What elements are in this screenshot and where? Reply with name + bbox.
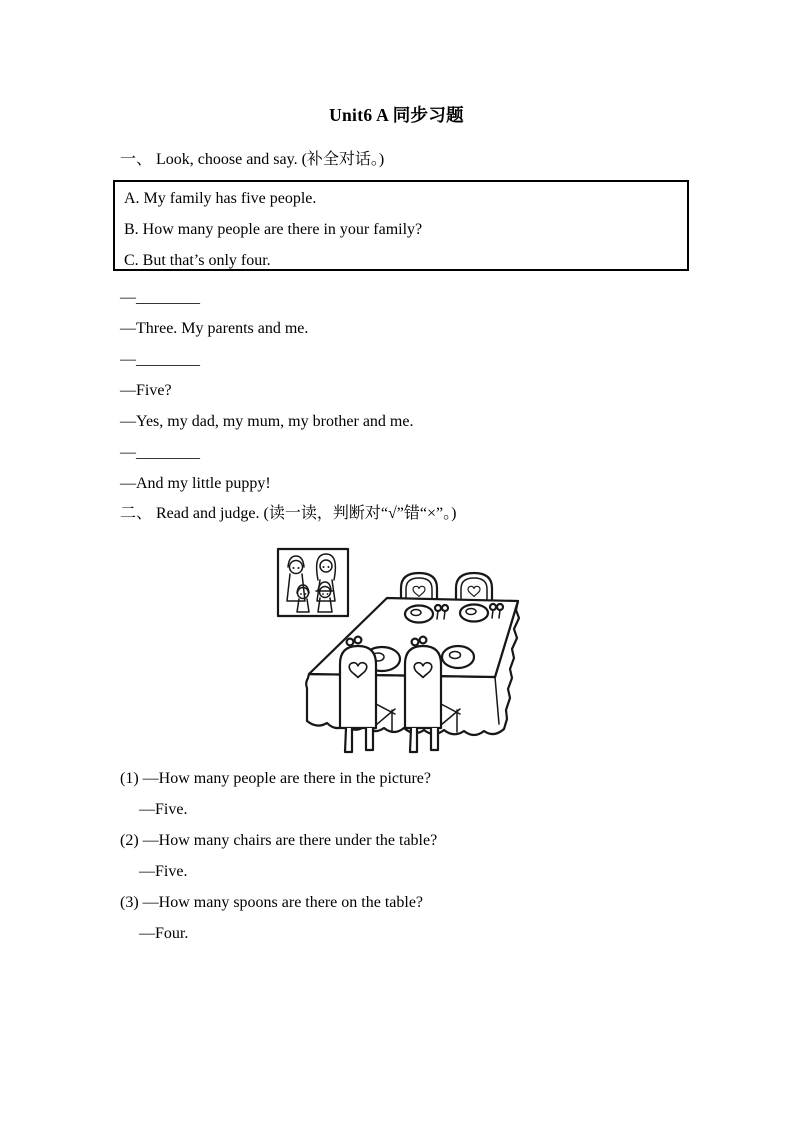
answer-3: —Four.	[139, 925, 189, 942]
dialogue-line-5: —Yes, my dad, my mum, my brother and me.	[120, 413, 414, 430]
options-box	[113, 180, 689, 271]
page-title: Unit6 A 同步习题	[329, 105, 464, 125]
section2-heading: 二、 Read and judge. (读一读，判断对“√”错“×”。)	[120, 505, 457, 522]
questions-block	[120, 763, 437, 949]
option-c: C. But that’s only four.	[124, 252, 271, 269]
dialogue-line-2: —Three. My parents and me.	[120, 320, 309, 337]
answer-1: —Five.	[139, 801, 188, 818]
family-photo-frame	[278, 549, 348, 616]
question-2: (2) —How many chairs are there under the table?	[120, 832, 438, 849]
dialogue-blank-6: —________	[120, 444, 200, 461]
option-b: B. How many people are there in your family?	[124, 221, 423, 238]
answer-2: —Five.	[139, 863, 188, 880]
family-dinner-illustration	[262, 538, 542, 758]
dialogue-blank-1: —________	[120, 289, 200, 306]
dialogue-block	[120, 282, 413, 499]
dialogue-line-4: —Five?	[120, 382, 172, 399]
option-a: A. My family has five people.	[124, 190, 317, 207]
dialogue-blank-3: —________	[120, 351, 200, 368]
dialogue-line-7: —And my little puppy!	[120, 475, 271, 492]
question-3: (3) —How many spoons are there on the table?	[120, 894, 424, 911]
section1-heading: 一、 Look, choose and say. (补全对话。)	[120, 151, 385, 168]
question-1: (1) —How many people are there in the picture?	[120, 770, 431, 787]
